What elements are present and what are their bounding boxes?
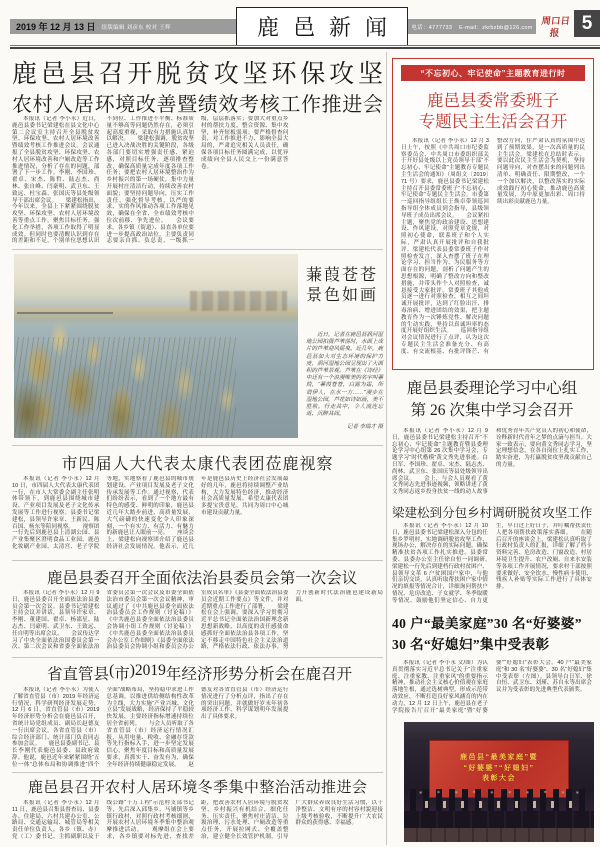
photo-caption: 近日，记者在鹿邑县涡河湿地公园拍摄芦苇荡时，水面上成片的芦苇迎风摇曳。近几年，鹿邑县加大对生态环境的保护力度，涡河湿地公园呈现出了大面积的芦苇景观。芦苇在《诗经》中还有一个浪漫唯美的名字叫蒹葭，“蒹葭苍苍，白露为霜，所谓伊人，在水一方……”漫步在湿地公园，芦花如诗如画，美不胜收。行走其中，令人流连忘返、沉醉其间。 xyxy=(306,332,384,418)
divider-3 xyxy=(12,560,383,561)
edition-credits: 组版编辑 刘彦东 校对 王辉 xyxy=(101,24,171,31)
theme-headline-line1: 鹿邑县委常委班子 xyxy=(427,91,559,110)
photo-reeds-front xyxy=(14,337,236,438)
lead-headline-line2: 农 村 人 居 环 境 改 善 暨 绩 效 考 核 工 作 推 进 会 xyxy=(12,94,383,116)
article-diaoyan-body: 本报讯（记者 李小永）12 月 10 日，鹿邑县委书记梁建松深入分包的任集乡罗明村、实地调研脱贫攻坚工作、现场办公，解决存在的实际问题，确保精准扶贫各项工作扎实推进。县委常委、县委办公室主任徐自恒一同调研。 梁建松一行先后到建档行政村贫困户、县领导文革 6 户贫困国户家中，与他们亲切交谈，认真听取帮扶困户家中情况的填报等情况合计，详细询问帮扶户情况、危房改造、子女就学、冬季取暖等情况，鼓励他们坚定信心、自力更生，早日过上好日子，并叮嘱帮扶责任人把各项帮扶政策落实落细。 在随后召开的座谈会上，梁建松认真听取了行政村负责人的汇报，详细了解了档卡资料完善、危房改造、门窗改造、村居环境卫生提升、农户改厕、自来水安装等各项工作开展情况，要求村干部按照要求做好、安全饮水、慢性病卡使用、残疾人补贴等实际工作进行了具体安排。 xyxy=(392,523,592,604)
screen-text-line2: “好婆婆”“好媳妇” xyxy=(463,764,535,772)
header-rule xyxy=(10,45,600,49)
reeds-photo xyxy=(14,254,298,438)
divider-5 xyxy=(12,772,383,773)
ceremony-certificates xyxy=(415,801,582,808)
article-jingji-body: 本报讯（记者 李小永）为使人了解省直管县（市）2019 年经济运行情况，科学研判经济发展走势，12 月 6 日，省直管县（市）2019 年经济形势分析会在鹿邑县召开，省统计局党组成员、副局长赵德友一行出席会议，各省直管县（市）综合经济部门、统计部门负责同志参加会议。 鹿邑县委副书记、县长李刚代表鹿邑县委、县政府致辞。他说，鹿邑近年来紧紧围绕“五位一体”总体布局和协调推进“四个全面”战略布局，坚持稳中求进工作总基调，以推进供给侧结构性改革为主线，大力实施“产业兴城、文化立县”发展战略，经济保持了平稳较快发展，主要经济指标增速持续位居全省前列。 与会人员听取了各省直管县（市）经济运行情况汇报，从用电量、税收、金融存贷款等先行指标入手，进一步坚定发展信心，聚焦年度目标和高质量发展要求，真抓实干、奋发有为，确保全年经济持续健康稳定发展。 赵德友对各省直管县（市）经济运行情况进行了分析点评，指出了存在的突出问题，并就做好岁末年初各项经济工作、科学谋划明年发展提出了具体要求。 xyxy=(12,687,289,768)
page-number: 5 xyxy=(574,10,600,37)
article-biaozhang-headline2: 30 名“好媳妇”集中受表彰 xyxy=(392,637,550,652)
article-biaozhang-headline1: 40 户“最美家庭”30 名“好婆婆” xyxy=(392,616,582,631)
article-dajiang-body: 本报讯（记者 李小永）12 月 10 日，市四届人大代表太康代表团一行，在市人大常委会副主任张明体带领下，到鹿邑县围绕城市建设、产业项目发展及老子文化传承发展等工作进行视察。县委书记梁建松，县领导许家章、王新民、陈百国、杨东等陪同视察。 视察团一行先后到鹿邑县上清湖公园、县产业集聚区澄明食品工业园、鹿邑化妆刷产业园、太清宫、老子学院等地，实地察看了鹿邑县的城市规划建设、产业项目发展及老子文化传承发展等工作。通过视察，代表们纷纷表示，看到了一个地方最有特色的感受、鲜明的印象，鹿邑县近几年大踏步前进、高质量发展、大气磅礴的快速变化令人印象深刻，一个有实力、有活力、有魅力的新鹿邑让人眼前一亮。 座谈会上，梁建松向视察团介绍了鹿邑县经济社会发展情况。他表示，近几年是鹿邑县历史上经济社会发展最好的几年，鹿邑将持续调整产业结构，大力发展特色经济，推动经济社会高质量发展。希望太康代表团多提宝贵意见，共同为周口中心城市建设贡献力量。 xyxy=(12,476,289,550)
photo-bridge xyxy=(17,312,114,314)
divider-2 xyxy=(12,445,383,446)
ceremony-floor xyxy=(404,828,594,842)
divider-1 xyxy=(12,249,383,250)
header-bar-left xyxy=(10,19,236,34)
photo-title-line2: 景色如画 xyxy=(306,287,379,304)
theme-banner: “不忘初心、牢记使命”主题教育进行时 xyxy=(401,65,585,81)
article-yifazhixian-body: 本报讯（记者 李小永）12 月 9 日，鹿邑县委召开全面依法治县委员会第一次会议。县委书记梁建松主持会议并讲话，县领导许家章、李刚、董建国、翟卓、杨邵星、陆志杰、闫豪明、武卫东、王致远、任自明等出席会议。 会议传达学习了中央全面依法治国委员会第一次、第二次会议和省委全面依法治省委员会第一次会议及市委全面依法治市委员会第一次会议精神，审议通过了《中共鹿邑县委全面依法治县委员会工作规则（讨论稿）》《中共鹿邑县委全面依法治县委员会协调小组工作规则（讨论稿）》《中共鹿邑县委全面依法治县委员会办公室工作细则》《县委全面依法治县委员会协调小组和委员会办公室成员名单》《县委全面依法治县委员会近期工作要点》等文件，并对近期重点工作进行了部署。 梁建松在会上强调，要深入学习贯彻习近平总书记全面依法治国新理念新思想新战略，以高度的责任感使命感抓好全面依法治县各项工作，坚定不移走中国特色社会主义法治道路，严格依法行政、依法办事，努力开创新时代法治鹿邑建设新局面。 xyxy=(12,590,383,651)
contact-phone: 电话：4777733 xyxy=(411,24,453,31)
photo-credit: 记者 李瑞才 摄 xyxy=(346,424,383,431)
page-date: 2019 年 12 月 13 日 xyxy=(16,22,96,32)
column-rule xyxy=(386,52,387,845)
lead-body: 本报讯（记者 李小永）近日，鹿邑县委书记梁建松在县文化中心第二会议室主持召开全县脱贫攻坚、环保攻坚、农村人居环境改善暨绩效考核工作推进会议。会议通报了全县脱贫攻坚、环保攻坚、农村人居环境改善和户厕改造等工作推进情况，分析了存在的问题，部署了下一步工作。李刚、李国珍、翟卓、宋杰、陈哲、陆志杰、尚林、张自峰、闫豪明、武卫东、王致远、杜宝森、张国庆等县处级领导干部出席会议。 梁建松指出，今年以来，全县上下紧紧围绕脱贫攻坚、环保攻坚、农村人居环境改善等重点工作，聚焦目标任务，强化工作举措，各项工作取得了明显成效。但同时也要清醒认识到存在的差距和不足，个别单位思想认识不到位、工作推进不平衡、标准质量不够高等问题仍然存在，必须引起高度重视，采取有力措施认真加以解决。 梁建松强调，脱贫攻坚已进入决战决胜的关键阶段，各级各部门要切实增强责任感、紧迫感，对照目标任务，逐项排查整改，确保高质量完成年度各项工作任务；要把农村人居环境整治作为乡村振兴的第一场硬仗，集中力量开展村庄清洁行动，持续改善农村面貌；要坚持问题导向，压实工作责任，强化督导考核，以严的要求、实的作风推动各项工作落地见效，确保在全省、全市绩效考核中位次前移、争先进位。 会议要求，各乡镇（街道）、县直各单位要进一步提高政治站位，主要负责同志要亲自抓、负总责，一级抓一级，层层抓落实；要加大对重点乡村的帮扶力度，整合资源、集中攻坚，补齐短板弱项；要严格督查问责，对工作推进不力、影响全县大局的，严肃追究相关人员责任，确保各项目标任务圆满完成，以优异成绩向全县人民交上一份满意答卷。 xyxy=(12,116,289,245)
header-bar-right xyxy=(408,19,536,34)
photo-town xyxy=(190,291,287,311)
article-dongji-body: 本报讯（记者 李小永）12 月 11 日，鹿邑县召集县督查局、县委办、住建局、六村共建办公室、公路局、交通运输局、城管局等相关责任单位负责人，各乡（镇、办）党（工）委书记、主抓副职以及干线公路“千万工程”示范村支部书记等，先后深入邱集乡、马铺镇等乡镇行政村，对照行政村考核细则，开展农村人居环境冬季集中整治观摩推进活动。 观摩组在会上要求，各乡镇要对标先进、查找差距，把改善农村人居环境与脱贫攻坚、乡村振兴有机结合，细化任务、压实责任，聚焦村庄清洁、垃圾治理、污水处理、户厕改造等重点任务，开展拉网式、全覆盖整治，建立健全长效管护机制，引导广大群众养成良好生活习惯，以干净整洁、文明有序的村容村貌迎接上级考核验收，不断提升广大农民群众的获得感、幸福感。 xyxy=(12,800,383,840)
contact-email: E-mail：zkrbzbb@126.com xyxy=(459,24,533,31)
theme-headline-line2: 专题民主生活会召开 xyxy=(418,112,568,131)
article-lilun-headline2: 第 26 次集中学习会召开 xyxy=(410,402,574,419)
article-lilun-headline1: 鹿邑县委理论学习中心组 xyxy=(406,380,578,397)
screen-text-line3: 表彰大会 xyxy=(482,775,517,783)
lead-headline-line1: 鹿 邑 县 召 开 脱 贫 攻 坚 环 保 攻 坚 xyxy=(12,61,383,88)
article-jingji-headline: 省 直 管 县 ( 市 ) 2019 年 经 济 形 势 分 析 会 在 鹿 召 开 xyxy=(47,662,353,683)
section-title: 鹿邑新闻 xyxy=(256,15,401,40)
section-title-box xyxy=(236,7,408,46)
article-biaozhang-body: 本报讯（记者 李小永 文/图）为认真贯彻落实习近平总书记关于“注重家庭、注重家教、注重家风”的重要指示精神，推动社会主义核心价值观在家庭落地生根，通过选树典型，形成示范带动效应，不断打造良好家风涵育的内在动力，12 月 12 日上午，鹿邑县在老子学院报告厅召开“最美家庭”暨“好婆婆”“好媳妇”表彰大会。40 户“最美家庭”和 30 名“好婆婆”、30 名“好媳妇”集中受表彰（左图）。县领导白日军、徐自恒、武卫东、刘瑾、苏自永等出席会议并为受表彰的先进典型代表颁奖。 xyxy=(392,660,592,714)
article-diaoyan-headline: 梁 建 松 到 分 包 乡 村 调 研 脱 贫 攻 坚 工 作 xyxy=(392,506,593,520)
divider-4 xyxy=(12,657,383,658)
theme-body: 本报讯（记者 李小永）12 月 3 日上午，按照《中共周口市纪委监察委员会、中共周口市委组织部关于开好县处级以上党员领导干部“不忘初心、牢记使命”主题教育专题民主生活会的通知》（周组文〔2019〕71 号）要求，鹿邑县委书记梁建松主持召开县委常委班子“不忘初心、牢记使命”专题民主生活会。市委第一巡回指导组组长王焕卓带领巡回指导组全体成员到会指导，县级领导班子成员出席会议。 会议紧扣主题，聚焦党的政治建设、思想建设、作风建设，对照党章党规，对照初心使命，联系班子和个人实际，严肃认真开展批评和自我批评。梁建松代表县委常委班子作对照检查发言，深入查摆了班子在理论学习、担当作为、为民服务等方面存在的问题，剖析了问题产生的思想根源，明确了整改方向和整改措施，并带头作个人对照检查，诚恳接受大家批评。常委班子其他成员逐一进行对照检查，相互之间坦诚开展批评，达到了红脸出汗、排毒治病、增进团结的效果，把主题教育作为一次锤炼党性、解决问题的生动实践，坚持以真诚坦率的态度开展好组织生活。 巡回指导组对会议情况进行了点评，认为这次专题民主生活会准备充分、有高度、有交流根基、有批评锋芒、有整改方向，住严肃认真的氛围中达到了预期效果，是一次高质量的民主生活会。梁建松在总结时表示，要以此次民主生活会为契机，坚持问题导向，对查摆出来的问题列出清单、明确责任、限期整改，一个一个加以解决，以整改落实的实际成效践行初心使命，推动鹿邑高质量发展，为中原更加出彩、周口持续出彩贡献鹿邑力量。 xyxy=(401,138,585,355)
paper-name-logo: 周口日报 xyxy=(540,17,571,39)
theme-education-box xyxy=(392,58,594,370)
article-dajiang-headline: 市四届人大代表太康代表团莅鹿视察 xyxy=(61,456,334,473)
photo-title-line1: 蒹葭苍苍 xyxy=(306,267,379,284)
photo-caption-block xyxy=(306,266,383,430)
article-dongji-headline: 鹿 邑 县 召 开 农 村 人 居 环 境 冬 季 集 中 整 治 活 动 推 进 会 xyxy=(28,780,367,796)
article-yifazhixian-headline: 鹿 邑 县 委 召 开 全 面 依 法 治 县 委 员 会 第 一 次 会 议 xyxy=(47,570,358,587)
screen-text-line1: 鹿邑县“最美家庭”暨 xyxy=(460,754,539,762)
ceremony-stage xyxy=(404,811,594,828)
article-lilun-body: 本报讯（记者 李小永）12 月 9 日，鹿邑县委书记梁建松主持召开“不忘初心、牢记使命”主题教育暨县委理论学习中心组第 26 次集中学习会，专题学习“时代楷模”黄文秀先进事迹。白日军、李国珍、翟卓、宋杰、陆志杰、尚林、武卫东、张国庆等县处级领导出席会议。 会上，与会人员观看了黄文秀同志先进事迹视频，领略讲述了黄文秀同志返乡投身扶贫一线的动人故事和优秀青年共产党员人的初心和使命，诠释新时代青年之梦的点滴与担当。大家一致表示，要向黄文秀同志学习，坚定理想信念，在各自岗位上扎实工作、踏实奋进，为打赢脱贫攻坚战贡献自己的力量。 xyxy=(392,428,592,496)
ceremony-photo xyxy=(404,722,594,842)
